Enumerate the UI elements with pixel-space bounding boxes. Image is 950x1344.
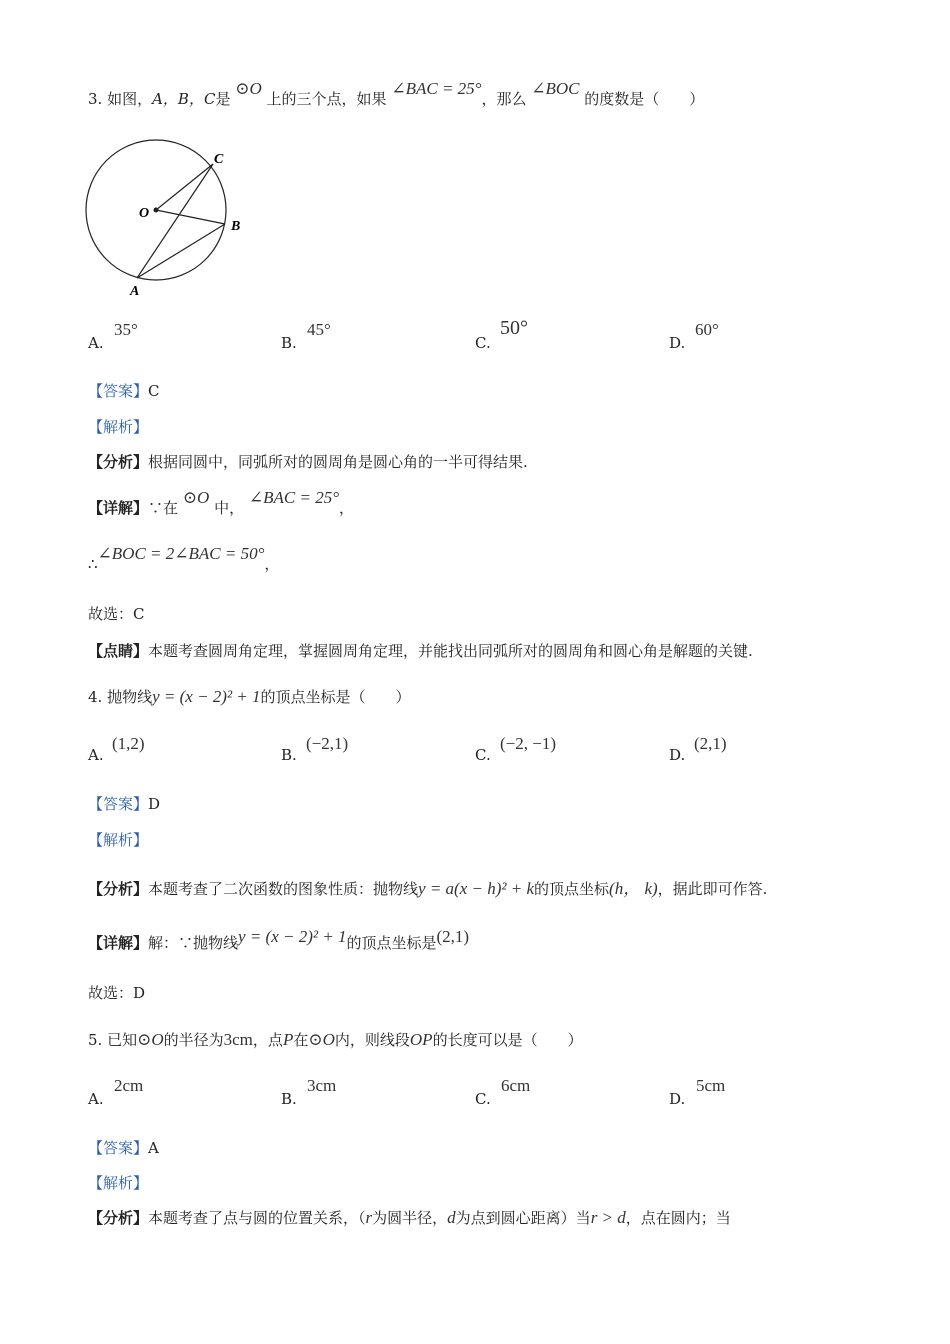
q4-fenxi-expression: y = a(x − h)² + k (418, 879, 535, 898)
q5-stem (88, 1029, 583, 1050)
fenxi-text: ，点在圆内；当 (625, 1209, 731, 1227)
detail-text: 的顶点坐标是 (346, 934, 437, 952)
q3-option-b-value: 45° (307, 320, 331, 339)
q5-option-b-letter: B. (281, 1090, 297, 1108)
detail-text: ∵在 (148, 499, 179, 517)
q4-analysis-tag (88, 829, 148, 850)
fenxi-text: 的顶点坐标 (534, 880, 610, 898)
segment-ob (156, 210, 225, 224)
q4-detail (88, 927, 470, 953)
q4-detail-expression: y = (x − 2)² + 1 (238, 927, 347, 946)
fenxi-text: 为圆半径， (372, 1209, 448, 1227)
q3-circle-o: ⊙O (235, 79, 262, 98)
q3-option-a-value: 35° (114, 320, 138, 339)
q4-option-c-letter: C. (475, 746, 491, 764)
q3-fenxi (88, 451, 528, 472)
answer-tag: 【答案】 (88, 382, 149, 400)
answer-tag: 【答案】 (88, 795, 149, 813)
q5-option-d-value: 5cm (696, 1076, 726, 1095)
q5-circle-o: ⊙O (308, 1030, 335, 1049)
answer-value: A (148, 1139, 159, 1157)
q3-option-c-letter: C. (475, 334, 491, 352)
q3-stem-text: 的度数是（ ） (584, 90, 705, 108)
q3-stem-text: 是 (215, 90, 231, 108)
q3-angle-bac: ∠BAC = 25° (391, 79, 482, 98)
q5-circle-o: ⊙O (137, 1030, 164, 1049)
q4-option-a-letter: A. (88, 746, 104, 764)
choose-text: 故选：D (88, 984, 146, 1002)
detail-text: ， (339, 499, 355, 517)
q5-condition: r > d (590, 1208, 626, 1227)
detail-text: 解：∵抛物线 (148, 934, 239, 952)
q5-answer (88, 1137, 159, 1158)
answer-value: C (148, 382, 160, 400)
q4-answer (88, 793, 160, 814)
q3-circle-figure (80, 135, 255, 300)
q3-option-b-letter: B. (281, 334, 297, 352)
q5-option-c-value: 6cm (501, 1076, 531, 1095)
q3-equation (88, 544, 280, 574)
q5-stem-text: ，点 (252, 1031, 283, 1049)
analysis-tag: 【解析】 (88, 418, 149, 436)
detail-tag: 【详解】 (88, 934, 149, 952)
detail-text: ， (264, 555, 280, 573)
q5-point-p: P (282, 1030, 294, 1049)
q3-stem-text: 3. 如图， (88, 90, 153, 108)
answer-value: D (148, 795, 161, 813)
q4-stem (88, 686, 411, 707)
segment-oc (156, 164, 213, 210)
q5-option-d-letter: D. (669, 1090, 686, 1108)
label-b: B (231, 219, 241, 234)
q4-expression: y = (x − 2)² + 1 (152, 687, 261, 706)
analysis-tag: 【解析】 (88, 831, 149, 849)
fenxi-tag: 【分析】 (88, 880, 149, 898)
detail-tag: 【详解】 (88, 499, 149, 517)
q5-stem-text: 的长度可以是（ ） (432, 1031, 583, 1049)
q3-option-c-value: 50° (500, 317, 528, 339)
label-o: O (139, 206, 150, 221)
q3-analysis-tag (88, 416, 148, 437)
q3-detail-circle: ⊙O (182, 488, 210, 507)
q4-detail-coord: (2,1) (436, 927, 470, 946)
q3-dianjing (88, 640, 753, 661)
q4-fenxi-coord: (h， k) (609, 879, 658, 898)
fenxi-text: 本题考查了点与圆的位置关系，（ (148, 1209, 366, 1227)
q5-option-b-value: 3cm (307, 1076, 337, 1095)
segment-ab (137, 224, 225, 278)
dianjing-text: 本题考查圆周角定理，掌握圆周角定理，并能找出同弧所对的圆周角和圆心角是解题的关键. (148, 642, 753, 660)
q4-option-b-letter: B. (281, 746, 297, 764)
q3-option-d-letter: D. (669, 334, 686, 352)
q5-var-r: r (365, 1208, 373, 1227)
q4-option-c-value: (−2, −1) (500, 734, 556, 753)
label-c: C (214, 152, 224, 167)
q5-stem-text: 5. 已知 (88, 1031, 138, 1049)
answer-tag: 【答案】 (88, 1139, 149, 1157)
q3-option-a-letter: A. (88, 334, 104, 352)
q5-stem-text: 内，则线段 (334, 1031, 410, 1049)
q3-option-d-value: 60° (695, 320, 719, 339)
therefore-symbol: ∴ (88, 555, 98, 573)
q5-stem-text: 的半径为 (163, 1031, 224, 1049)
q5-stem-text: 在 (293, 1031, 309, 1049)
analysis-tag: 【解析】 (88, 1174, 149, 1192)
q5-option-a-letter: A. (88, 1090, 104, 1108)
q3-angle-boc: ∠BOC (531, 79, 580, 98)
fenxi-text: 根据同圆中，同弧所对的圆周角是圆心角的一半可得结果. (148, 453, 528, 471)
q3-choose (88, 603, 144, 624)
q4-stem-text: 4. 抛物线 (88, 688, 153, 706)
q5-radius: 3cm (223, 1030, 253, 1049)
q3-answer (88, 380, 160, 401)
q3-detail-angle: ∠BAC = 25° (248, 488, 340, 507)
q3-detail (88, 488, 355, 518)
q5-fenxi (88, 1207, 731, 1228)
dianjing-tag: 【点睛】 (88, 642, 149, 660)
q3-stem-text: ，那么 (481, 90, 527, 108)
q5-segment-op: OP (409, 1030, 433, 1049)
q3-stem (88, 79, 705, 109)
q5-analysis-tag (88, 1172, 148, 1193)
q3-equation-math: ∠BOC = 2∠BAC = 50° (97, 544, 265, 563)
q4-option-d-letter: D. (669, 746, 686, 764)
segment-ac (137, 164, 213, 278)
fenxi-tag: 【分析】 (88, 1209, 149, 1227)
q4-stem-text: 的顶点坐标是（ ） (260, 688, 411, 706)
fenxi-tag: 【分析】 (88, 453, 149, 471)
detail-text: 中， (214, 499, 245, 517)
q3-stem-points: A，B，C (152, 90, 216, 108)
q4-option-b-value: (−2,1) (306, 734, 349, 753)
label-a: A (130, 284, 140, 299)
q4-option-d-value: (2,1) (694, 734, 727, 753)
q5-option-a-value: 2cm (114, 1076, 144, 1095)
fenxi-text: 本题考查了二次函数的图象性质：抛物线 (148, 880, 419, 898)
center-point (154, 208, 159, 213)
q4-option-a-value: (1,2) (112, 734, 145, 753)
q5-var-d: d (447, 1208, 456, 1227)
q5-option-c-letter: C. (475, 1090, 491, 1108)
q4-fenxi (88, 874, 767, 899)
fenxi-text: 为点到圆心距离）当 (455, 1209, 591, 1227)
q4-choose (88, 982, 145, 1003)
q3-stem-text: 上的三个点，如果 (266, 90, 387, 108)
choose-text: 故选：C (88, 605, 145, 623)
fenxi-text: ，据此即可作答. (657, 880, 768, 898)
